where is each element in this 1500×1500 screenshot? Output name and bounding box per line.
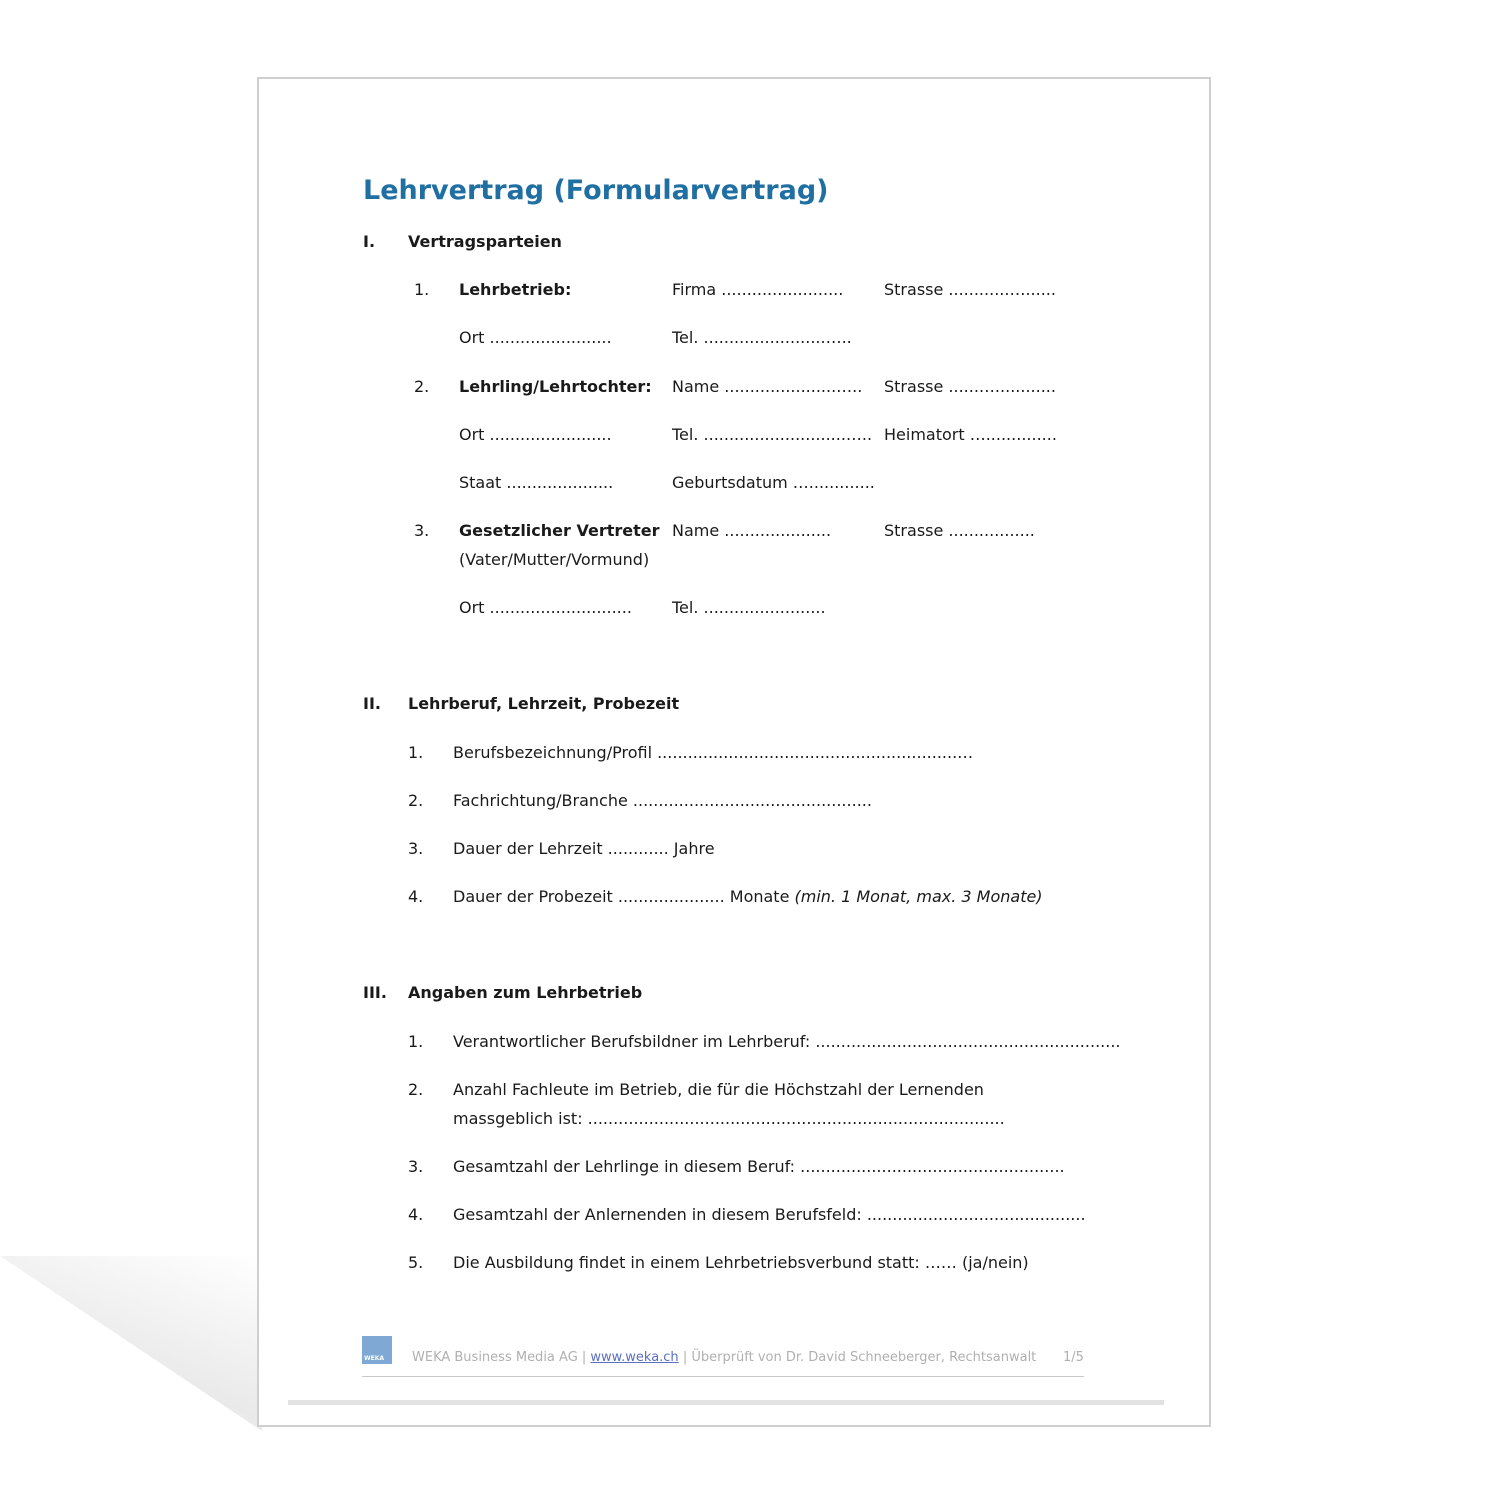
section-1-number: I. (363, 232, 376, 251)
s3-item-5-text: Die Ausbildung findet in einem Lehrbetriebsverbund statt: …… (ja/nein) (453, 1253, 1029, 1272)
party-3-tel: Tel. ........................ (672, 598, 826, 617)
party-3-number: 3. (414, 521, 430, 540)
footer-link[interactable]: www.weka.ch (590, 1350, 679, 1365)
weka-logo-text: WEKA (364, 1355, 385, 1362)
s3-item-2-text-line2: massgeblich ist: .................................................................................. (453, 1109, 1005, 1128)
party-2-heimatort: Heimatort ….............. (884, 425, 1057, 444)
s3-item-1-number: 1. (408, 1032, 424, 1051)
footer-company: WEKA Business Media AG | (412, 1350, 591, 1365)
section-3-number: III. (363, 983, 387, 1002)
s3-item-4-text: Gesamtzahl der Anlernenden in diesem Berufsfeld: ........................................... (453, 1205, 1086, 1224)
s2-item-1-number: 1. (408, 743, 424, 762)
party-3-label: Gesetzlicher Vertreter (459, 521, 660, 540)
s2-item-3-text: Dauer der Lehrzeit ............ Jahre (453, 839, 715, 858)
s2-item-2-text: Fachrichtung/Branche ............................................... (453, 791, 872, 810)
section-3-heading: Angaben zum Lehrbetrieb (408, 983, 643, 1002)
party-2-name: Name ......................….. (672, 377, 863, 396)
s2-item-3-number: 3. (408, 839, 424, 858)
footer-text (412, 1350, 1036, 1365)
s3-item-2-text: Anzahl Fachleute im Betrieb, die für die Höchstzahl der Lernenden (453, 1080, 984, 1099)
party-1-tel: Tel. ........................….. (672, 328, 852, 347)
s2-item-1-text: Berufsbezeichnung/Profil ...........................................................… (453, 743, 974, 762)
party-2-ort: Ort ........................ (459, 425, 612, 444)
s3-item-5-number: 5. (408, 1253, 424, 1272)
s2-item-4-text: Dauer der Probezeit ..................... Monate (453, 887, 790, 906)
bottom-divider (288, 1400, 1164, 1405)
footer-reviewed: | Überprüft von Dr. David Schneeberger, Rechtsanwalt (678, 1350, 1037, 1365)
party-2-label: Lehrling/Lehrtochter: (459, 377, 652, 396)
party-2-staat: Staat ..................... (459, 473, 614, 492)
party-2-tel: Tel. ............................….. (672, 425, 873, 444)
s2-item-2-number: 2. (408, 791, 424, 810)
s2-item-4-row (453, 887, 1043, 906)
party-1-label: Lehrbetrieb: (459, 280, 572, 299)
s2-item-4-note: (min. 1 Monat, max. 3 Monate) (794, 887, 1043, 906)
party-1-strasse: Strasse ............…...... (884, 280, 1056, 299)
page-shadow (0, 1256, 262, 1431)
section-2-heading: Lehrberuf, Lehrzeit, Probezeit (408, 694, 680, 713)
party-3-sublabel: (Vater/Mutter/Vormund) (459, 550, 650, 569)
party-1-ort: Ort ........................ (459, 328, 612, 347)
s3-item-3-text: Gesamtzahl der Lehrlinge in diesem Beruf: .................................................... (453, 1157, 1065, 1176)
document-page (257, 77, 1211, 1427)
document-title: Lehrvertrag (Formularvertrag) (363, 175, 829, 206)
s2-item-4-number: 4. (408, 887, 424, 906)
party-1-number: 1. (414, 280, 430, 299)
s3-item-1-text: Verantwortlicher Berufsbildner im Lehrberuf: ............................................................ (453, 1032, 1121, 1051)
page-number: 1/5 (1063, 1350, 1084, 1365)
section-1-heading: Vertragsparteien (408, 232, 562, 251)
s3-item-4-number: 4. (408, 1205, 424, 1224)
weka-logo (362, 1336, 392, 1364)
party-2-number: 2. (414, 377, 430, 396)
party-1-firma: Firma ........................ (672, 280, 844, 299)
s3-item-3-number: 3. (408, 1157, 424, 1176)
party-3-name: Name ..................... (672, 521, 832, 540)
party-2-geburtsdatum: Geburtsdatum …............. (672, 473, 875, 492)
party-2-strasse: Strasse ......…............ (884, 377, 1056, 396)
party-3-ort: Ort ............................ (459, 598, 632, 617)
footer-divider (362, 1376, 1084, 1377)
section-2-number: II. (363, 694, 381, 713)
party-3-strasse: Strasse ................. (884, 521, 1035, 540)
s3-item-2-number: 2. (408, 1080, 424, 1099)
